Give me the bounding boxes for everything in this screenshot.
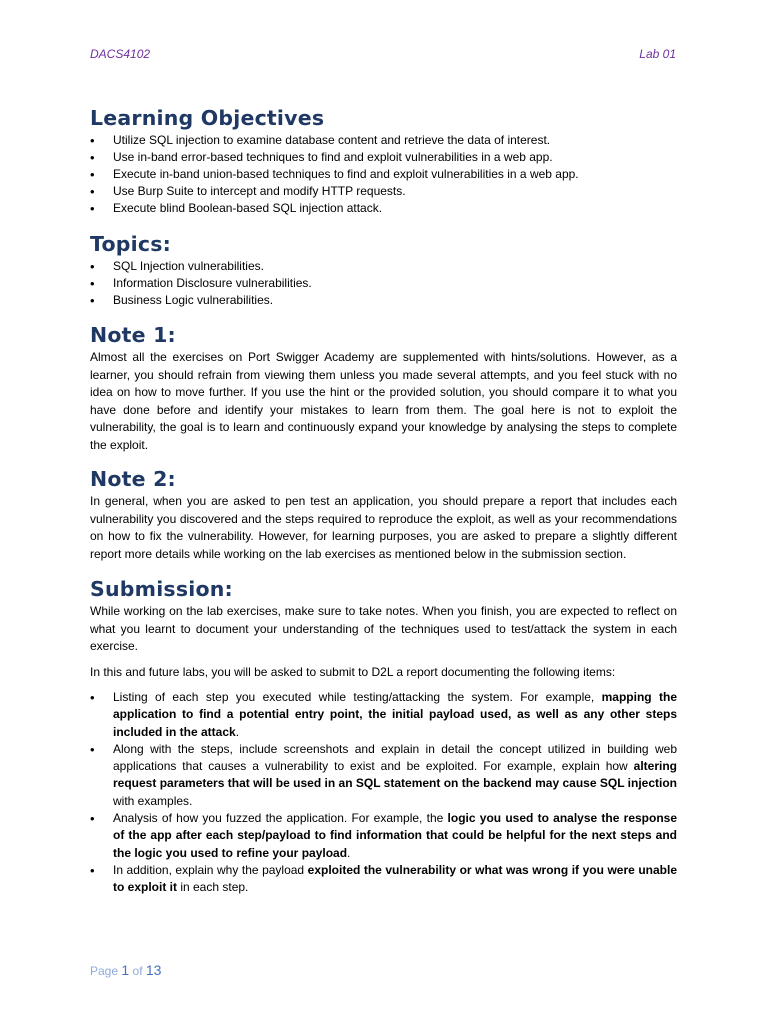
learning-objectives-heading: Learning Objectives	[90, 106, 325, 130]
list-item: • SQL Injection vulnerabilities.	[90, 258, 677, 275]
note-2-heading: Note 2:	[90, 467, 176, 491]
list-item: • Utilize SQL injection to examine database content and retrieve the data of interest.	[90, 132, 677, 149]
note-2-section	[90, 467, 677, 563]
list-item: • Execute in-band union-based techniques to find and exploit vulnerabilities in a web app.	[90, 166, 677, 183]
topics-section	[90, 232, 677, 309]
note-2-text: In general, when you are asked to pen test an application, you should prepare a report that includes each vulnerability you discovered and the steps required to reproduce the exploit, as well as your recommendations on how to fix the vulnerability. However, for learning purposes, you are asked to prepare a slightly different report more details while working on the lab exercises as mentioned below in the submission section.	[90, 494, 677, 561]
topics-heading: Topics:	[90, 232, 171, 256]
list-item: • Analysis of how you fuzzed the application. For example, the logic you used to analyse the response of the app after each step/payload to find information that could be helpful for the next steps and the logic you used to refine your payload.	[90, 810, 677, 862]
list-item: • Along with the steps, include screenshots and explain in detail the concept utilized in building web applications that causes a vulnerability to exist and be exploited. For example, explain how altering request parameters that will be used in an SQL statement on the backend may cause SQL injection with examples.	[90, 741, 677, 810]
current-page-number: 1	[121, 962, 130, 978]
submission-items-list	[90, 689, 677, 897]
of-label: of	[132, 964, 143, 978]
document-body	[90, 106, 677, 897]
page-label: Page	[90, 964, 119, 978]
submission-heading: Submission:	[90, 577, 233, 601]
note-1-heading: Note 1:	[90, 323, 176, 347]
note-1-text: Almost all the exercises on Port Swigger Academy are supplemented with hints/solutions. However, as a learner, you should refrain from viewing them unless you made several attempts, and you feel stuck with no idea on how to move further. If you use the hint or the provided solution, you should compare it to what you have done before and identify your mistakes to learn from them. The goal here is not to exploit the vulnerability, the goal is to learn and continuously expand your knowledge by analysing the steps to complete the exploit.	[90, 350, 677, 452]
note-1-section	[90, 323, 677, 454]
submission-instructions: In this and future labs, you will be asked to submit to D2L a report documenting the following items:	[90, 664, 616, 679]
page-footer	[90, 962, 161, 978]
list-item: • Use Burp Suite to intercept and modify HTTP requests.	[90, 183, 677, 200]
list-item: • Execute blind Boolean-based SQL injection attack.	[90, 200, 677, 217]
list-item: • Information Disclosure vulnerabilities.	[90, 275, 677, 292]
submission-intro: While working on the lab exercises, make sure to take notes. When you finish, you are expected to reflect on what you learnt to document your understanding of the techniques used to test/attack the system in each exercise.	[90, 604, 677, 653]
list-item: • In addition, explain why the payload exploited the vulnerability or what was wrong if you were unable to exploit it in each step.	[90, 862, 677, 897]
submission-section	[90, 577, 677, 897]
list-item: • Use in-band error-based techniques to find and exploit vulnerabilities in a web app.	[90, 149, 677, 166]
list-item: • Listing of each step you executed while testing/attacking the system. For example, mapping the application to find a potential entry point, the initial payload used, as well as any other steps included in the attack.	[90, 689, 677, 741]
total-pages-number: 13	[145, 962, 162, 978]
objectives-list	[90, 132, 677, 217]
header-lab-number: Lab 01	[639, 47, 676, 61]
topics-list	[90, 258, 677, 309]
header-course-code: DACS4102	[90, 47, 151, 61]
learning-objectives-section	[90, 106, 677, 217]
list-item: • Business Logic vulnerabilities.	[90, 292, 677, 309]
